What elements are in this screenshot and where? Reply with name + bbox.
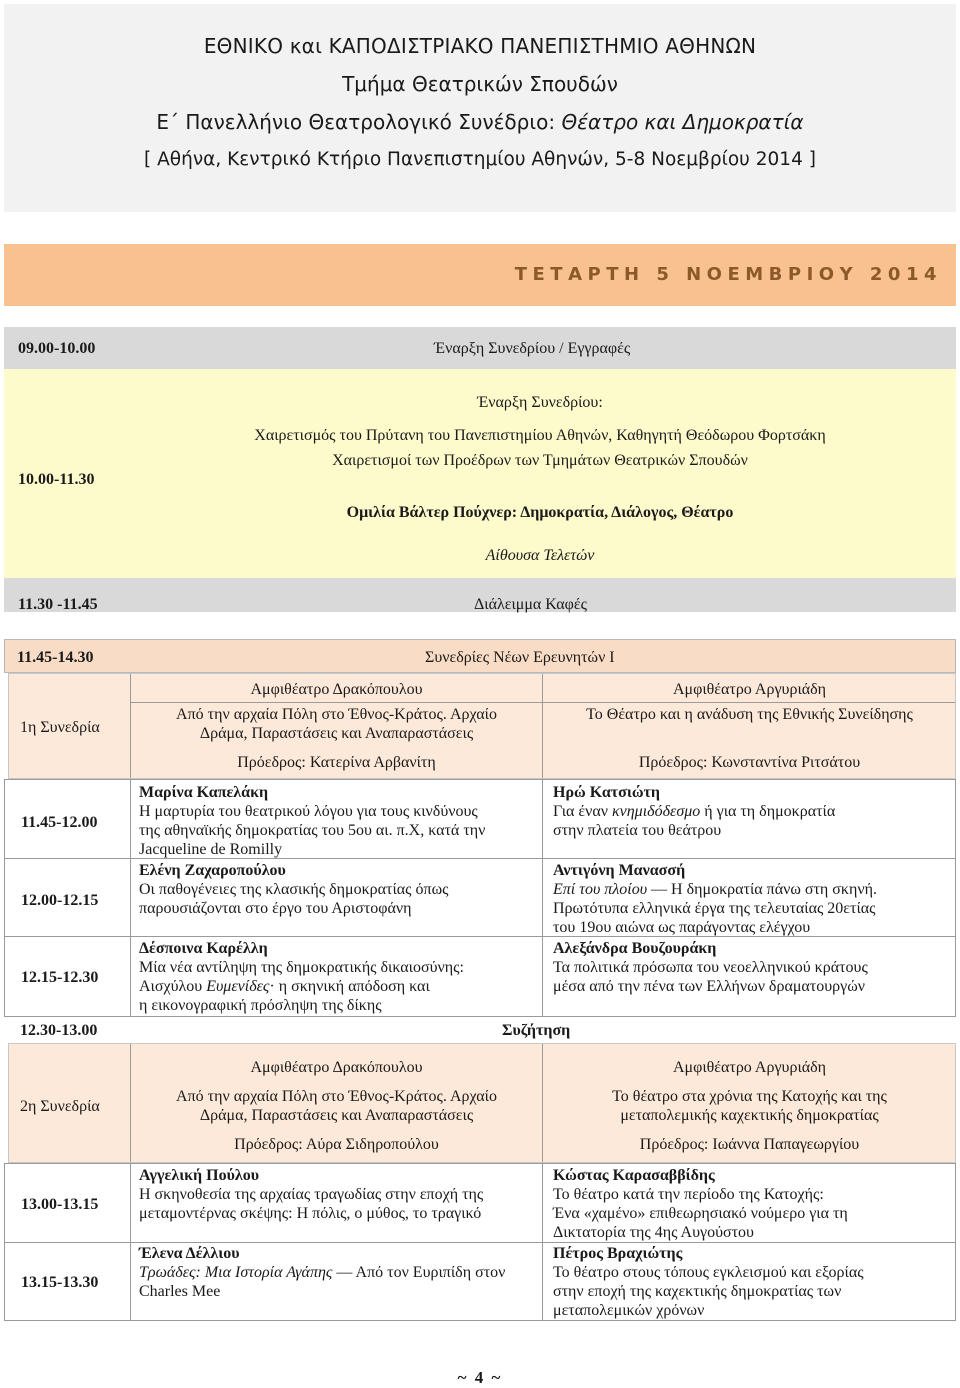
day-title: ΤΕΤΑΡΤΗ 5 ΝΟΕΜΒΡΙΟΥ 2014	[514, 264, 942, 285]
opening-time: 10.00-11.30	[18, 471, 95, 488]
session2-right-hall: Αμφιθέατρο Αργυριάδη	[672, 1059, 827, 1076]
paper-title-3: Δικτατορία της 4ης Αυγούστου	[553, 1224, 754, 1241]
session1-left-chair: Πρόεδρος: Κατερίνα Αρβανίτη	[237, 754, 436, 771]
page-number: ~ 4 ~	[457, 1368, 503, 1387]
paper-title-2: μεταμοντέρνας σκέψης: Η πόλις, ο μύθος, το τραγικό	[139, 1205, 482, 1222]
paper-title-2: στην πλατεία του θεάτρου	[553, 822, 722, 839]
paper-title: Το θέατρο κατά την περίοδο της Κατοχής:	[553, 1186, 824, 1203]
speaker-name: Πέτρος Βραχιώτης	[553, 1245, 683, 1262]
session1-label: 1η Συνεδρία	[20, 719, 100, 736]
discussion-time: 12.30-13.00	[20, 1022, 98, 1039]
document-header	[4, 4, 956, 212]
block-time: 11.45-14.30	[17, 649, 94, 666]
session2-left-chair: Πρόεδρος: Αύρα Σιδηροπούλου	[234, 1136, 439, 1153]
paper-title: Τρωάδες: Μια Ιστορία Αγάπης — Από τον Ευριπίδη στον	[139, 1264, 506, 1281]
session1-right-chair: Πρόεδρος: Κωνσταντίνα Ριτσάτου	[638, 754, 861, 771]
session2-right-topic-2: μεταπολεμικής καχεκτικής δημοκρατίας	[620, 1107, 879, 1124]
opening-ceremony	[4, 369, 956, 578]
rector-greeting: Χαιρετισμός του Πρύτανη του Πανεπιστημίου Αθηνών, Καθηγητή Θεόδωρου Φορτσάκη	[254, 427, 826, 444]
speaker-name: Μαρίνα Καπελάκη	[139, 784, 269, 801]
session2-left-topic-2: Δράμα, Παραστάσεις και Αναπαραστάσεις	[199, 1107, 474, 1124]
paper-title: Η μαρτυρία του θεατρικού λόγου για τους κινδύνους	[139, 803, 478, 820]
paper-title: Τα πολιτικά πρόσωπα του νεοελληνικού κράτους	[553, 959, 868, 976]
university-name: ΕΘΝΙΚΟ και ΚΑΠΟΔΙΣΤΡΙΑΚΟ ΠΑΝΕΠΙΣΤΗΜΙΟ ΑΘΗΝΩΝ	[203, 34, 757, 58]
session2-right-topic: Το θέατρο στα χρόνια της Κατοχής και της	[612, 1088, 887, 1105]
session2-papers	[4, 1163, 956, 1321]
paper-title-2: Αισχύλου Ευμενίδες· η σκηνική απόδοση και	[139, 978, 430, 995]
session2-right-chair: Πρόεδρος: Ιωάννα Παπαγεωργίου	[639, 1136, 860, 1153]
ceremony-hall: Αίθουσα Τελετών	[485, 547, 595, 564]
venue-dates: [ Αθήνα, Κεντρικό Κτήριο Πανεπιστημίου Αθηνών, 5-8 Νοεμβρίου 2014 ]	[144, 149, 816, 170]
paper-title-2: Ένα «χαμένο» επιθεωρησιακό νούμερο για τη	[553, 1205, 848, 1222]
paper-title-3: η εικονογραφική πρόσληψη της δίκης	[139, 997, 382, 1014]
speaker-name: Κώστας Καρασαββίδης	[553, 1167, 715, 1184]
session1-left-topic: Από την αρχαία Πόλη στο Έθνος-Κράτος. Αρχαίο	[176, 706, 497, 723]
paper-title-2: Πρωτότυπα ελληνικά έργα της τελευταίας 20ετίας	[553, 900, 876, 917]
paper-title-2: μέσα από την πένα των Ελλήνων δραματουργών	[553, 978, 865, 995]
paper-title-2: της αθηναϊκής δημοκρατίας του 5ου αι. π.Χ, κατά την	[139, 822, 486, 839]
session1-left-hall: Αμφιθέατρο Δρακόπουλου	[250, 681, 423, 698]
paper-title-2: παρουσιάζονται στο έργο του Αριστοφάνη	[139, 900, 412, 917]
session2-label: 2η Συνεδρία	[20, 1098, 100, 1115]
paper-title-3: του 19ου αιώνα ως παράγοντας ελέγχου	[553, 919, 811, 936]
slot-time: 13.15-13.30	[21, 1274, 99, 1291]
paper-title: Οι παθογένειες της κλασικής δημοκρατίας όπως	[139, 881, 449, 898]
paper-title-3: Jacqueline de Romilly	[139, 841, 283, 858]
session1-papers	[4, 779, 956, 1017]
paper-title: Επί του πλοίου — Η δημοκρατία πάνω στη σκηνή.	[553, 881, 877, 898]
speaker-name: Αλεξάνδρα Βουζουράκη	[553, 940, 717, 957]
keynote-talk: Ομιλία Βάλτερ Πούχνερ: Δημοκρατία, Διάλογος, Θέατρο	[346, 504, 734, 521]
session2-left-hall: Αμφιθέατρο Δρακόπουλου	[250, 1059, 423, 1076]
speaker-name: Δέσποινα Καρέλλη	[139, 940, 268, 957]
session2-header	[8, 1043, 956, 1163]
paper-title: Το θέατρο στους τόπους εγκλεισμού και εξορίας	[553, 1264, 864, 1281]
speaker-name: Έλενα Δέλλιου	[139, 1245, 240, 1262]
session1-right-hall: Αμφιθέατρο Αργυριάδη	[672, 681, 827, 698]
slot-time: 13.00-13.15	[21, 1196, 99, 1213]
speaker-name: Αγγελική Πούλου	[139, 1167, 260, 1184]
block-title: Συνεδρίες Νέων Ερευνητών Ι	[425, 649, 615, 666]
department-name: Τμήμα Θεατρικών Σπουδών	[342, 72, 618, 96]
paper-title: Για έναν κνημιδόδεσμο ή για τη δημοκρατία	[553, 803, 836, 820]
discussion-label: Συζήτηση	[502, 1022, 571, 1039]
paper-title-3: μεταπολεμικών χρόνων	[553, 1302, 705, 1319]
conference-title: Ε΄ Πανελλήνιο Θεατρολογικό Συνέδριο: Θέατρο και Δημοκρατία	[156, 110, 804, 134]
paper-title: Μία νέα αντίληψη της δημοκρατικής δικαιοσύνης:	[139, 959, 464, 976]
registration-label: Έναρξη Συνεδρίου / Εγγραφές	[434, 340, 631, 357]
break-time: 11.30 -11.45	[18, 596, 98, 613]
speaker-name: Ηρώ Κατσιώτη	[553, 784, 660, 801]
speaker-name: Ελένη Ζαχαροπούλου	[139, 862, 286, 879]
session1-left-topic-2: Δράμα, Παραστάσεις και Αναπαραστάσεις	[199, 725, 474, 742]
speaker-name: Αντιγόνη Μανασσή	[553, 862, 686, 879]
session1-header	[8, 673, 956, 779]
paper-title-2: Charles Mee	[139, 1283, 221, 1300]
break-label: Διάλειμμα Καφές	[474, 596, 587, 613]
slot-time: 11.45-12.00	[21, 814, 98, 831]
block-header	[4, 639, 956, 673]
paper-title-2: στην εποχή της καχεκτικής δημοκρατίας των	[553, 1283, 842, 1300]
registration-row	[4, 327, 956, 369]
coffee-break-row	[4, 578, 956, 612]
session2-left-topic: Από την αρχαία Πόλη στο Έθνος-Κράτος. Αρχαίο	[176, 1088, 497, 1105]
day-banner	[4, 244, 956, 306]
paper-title: Η σκηνοθεσία της αρχαίας τραγωδίας στην εποχή της	[139, 1186, 484, 1203]
slot-time: 12.00-12.15	[21, 892, 99, 909]
session1-right-topic: Το Θέατρο και η ανάδυση της Εθνικής Συνείδησης	[586, 706, 913, 723]
opening-heading: Έναρξη Συνεδρίου:	[477, 394, 603, 411]
heads-greeting: Χαιρετισμοί των Προέδρων των Τμημάτων Θεατρικών Σπουδών	[332, 452, 748, 469]
discussion-row	[4, 1017, 956, 1043]
registration-time: 09.00-10.00	[18, 340, 96, 357]
slot-time: 12.15-12.30	[21, 969, 99, 986]
